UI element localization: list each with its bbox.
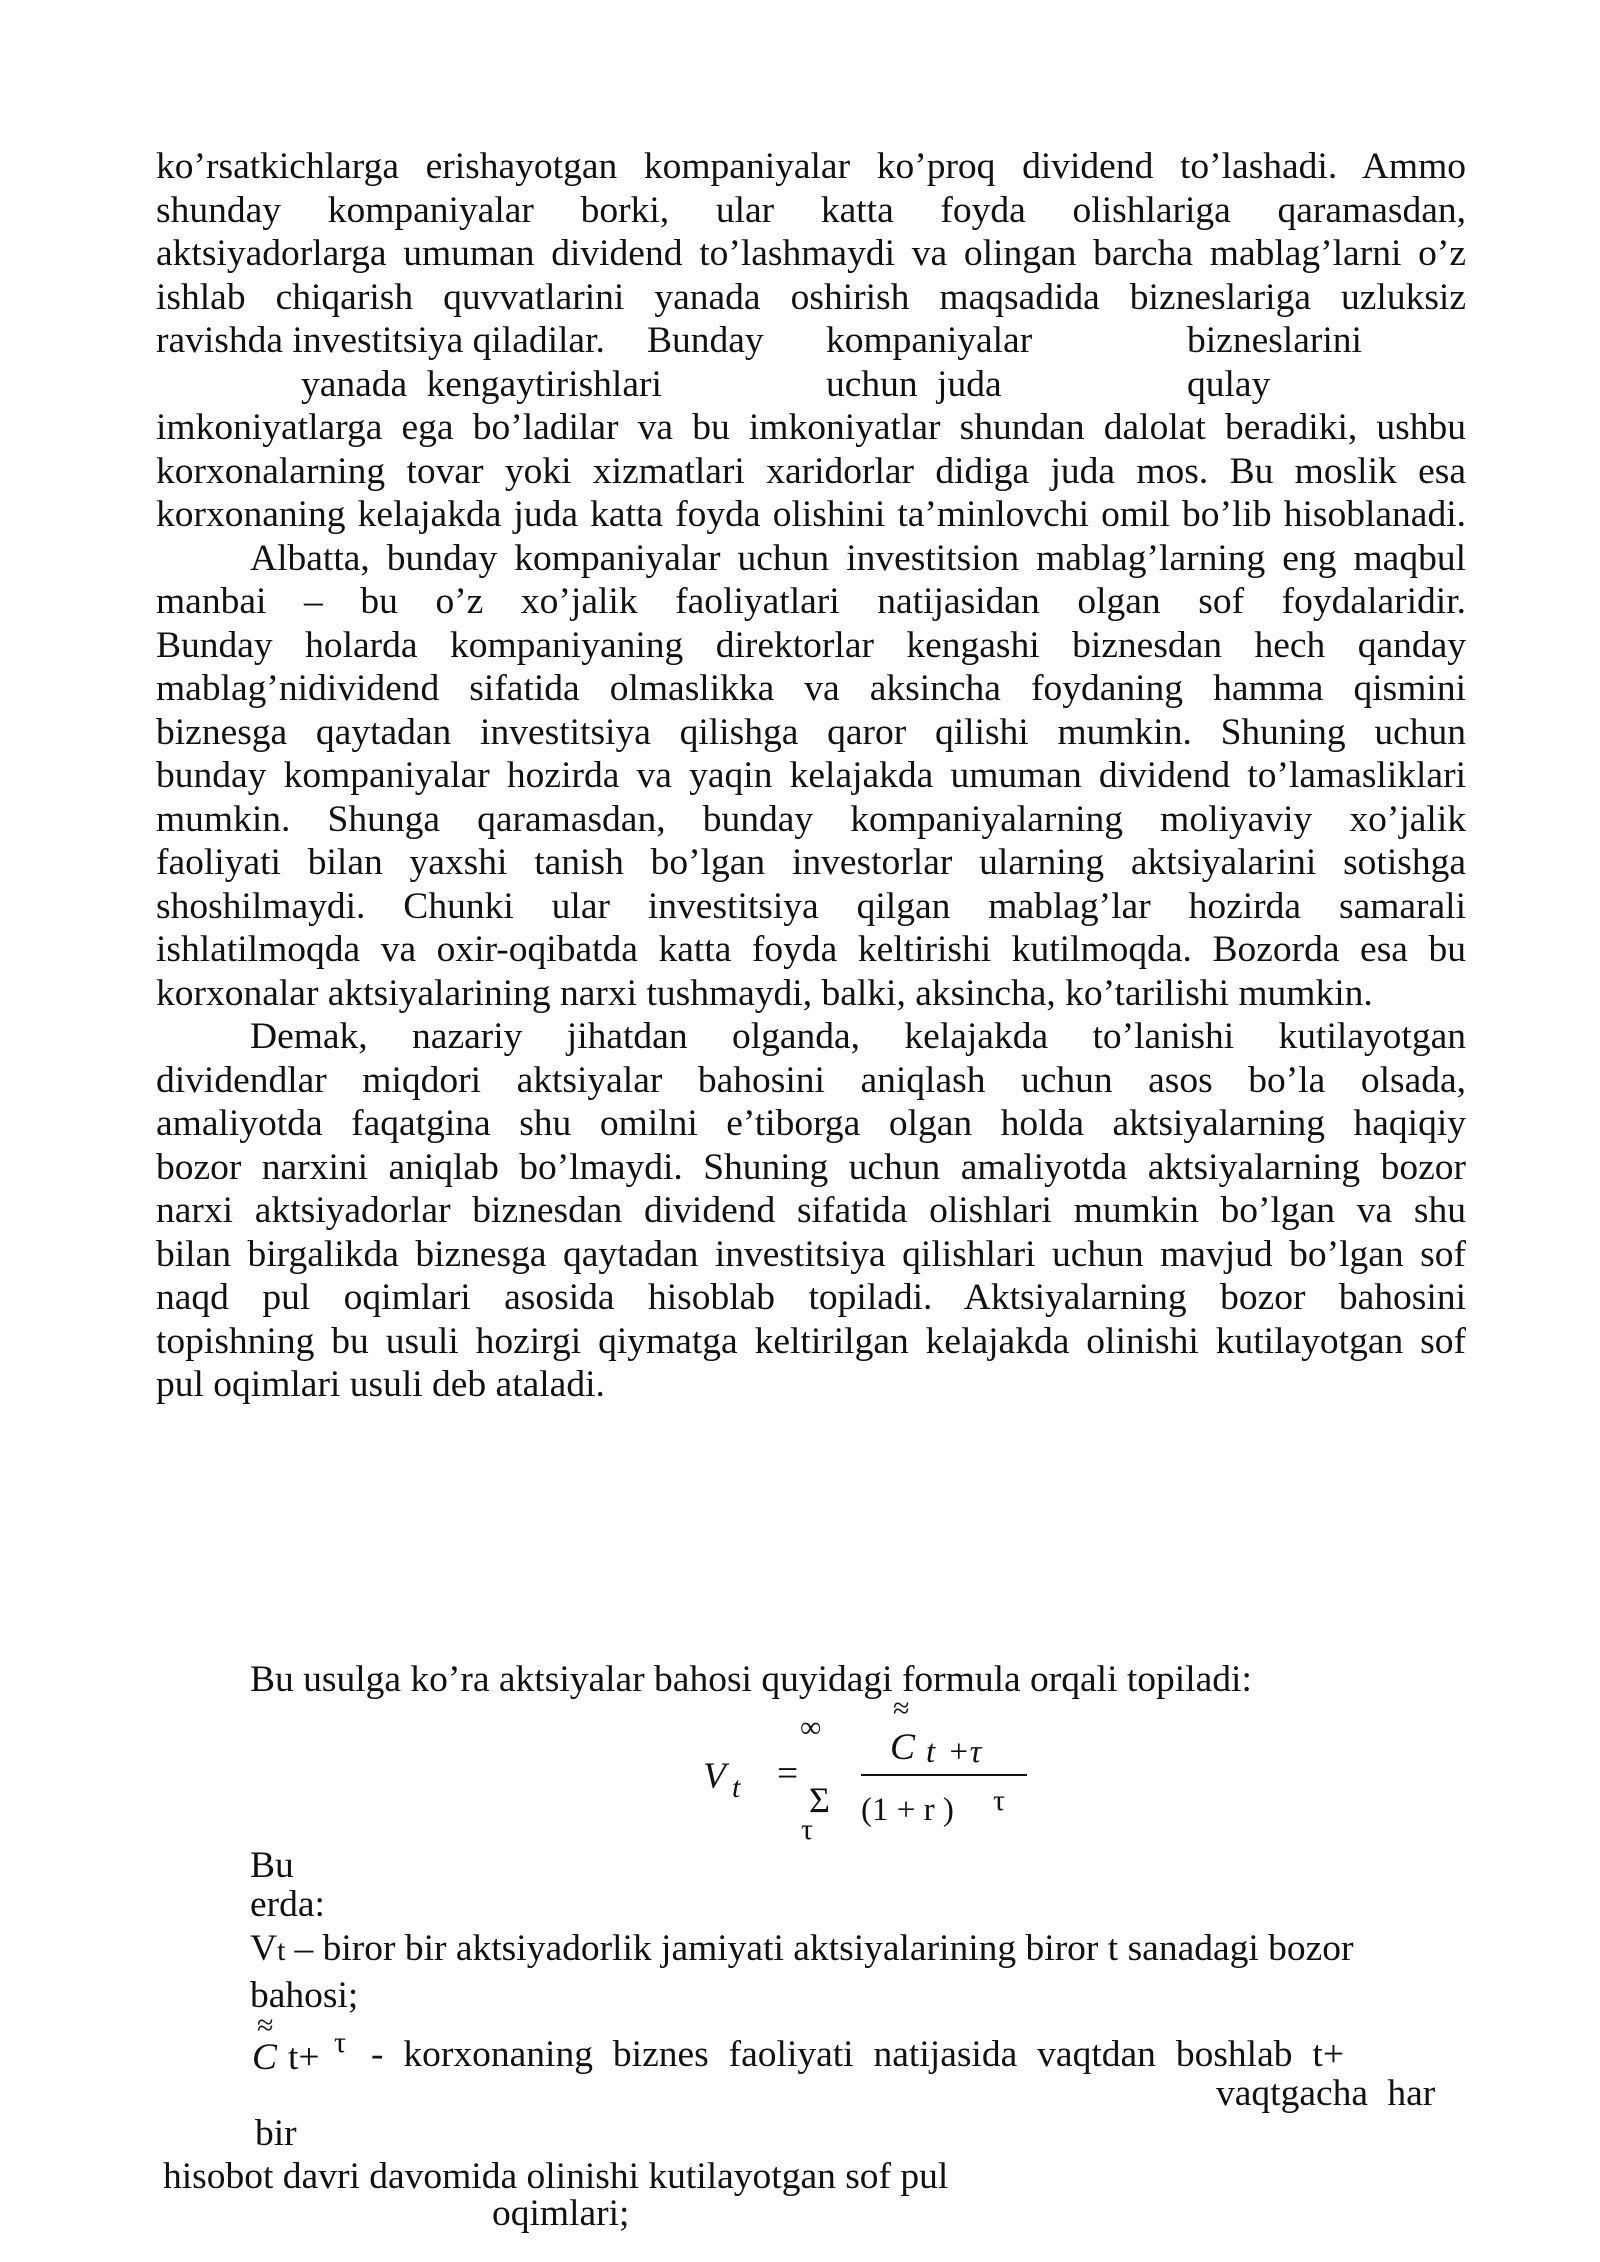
body-line: shoshilmaydi. Chunki ular investitsiya qilgan mablag’lar hozirda samarali xyxy=(156,885,1466,927)
body-line-segment: ravishda investitsiya qiladilar. xyxy=(156,320,605,361)
body-line: narxi aktsiyadorlar biznesdan dividend sifatida olishlari mumkin bo’lgan va shu xyxy=(156,1190,1466,1231)
body-line: mumkin. Shunga qaramasdan, bunday kompaniyalarning moliyaviy xo’jalik xyxy=(156,798,1466,840)
body-line-segment: Bunday xyxy=(647,320,764,361)
definition-c-symbol: C xyxy=(252,2037,278,2078)
body-line-segment: uchun juda xyxy=(826,363,1002,405)
formula-numerator-var: C xyxy=(890,1727,916,1768)
body-line: Demak, nazariy jihatdan olganda, kelajakda to’lanishi kutilayotgan xyxy=(250,1016,1466,1057)
formula-sum-upper: ∞ xyxy=(800,1711,822,1744)
formula-denominator: (1 + r ) xyxy=(861,1792,954,1828)
body-line-segment: qulay xyxy=(1187,363,1271,405)
paragraph-3 xyxy=(156,1015,1466,1407)
body-line: aktsiyadorlarga umuman dividend to’lashmaydi va olingan barcha mablag’larni o’z xyxy=(156,233,1466,274)
body-line: biznesga qaytadan investitsiya qilishga qaror qilishi mumkin. Shuning uchun xyxy=(156,711,1466,753)
body-line: faoliyati bilan yaxshi tanish bo’lgan investorlar ularning aktsiyalarini sotishga xyxy=(156,842,1466,883)
formula-sum-symbol: Σ xyxy=(809,1780,830,1820)
body-line-segment: kompaniyalar xyxy=(826,320,1033,361)
formula-denominator-exponent: τ xyxy=(993,1784,1006,1817)
definition-c-text-1: - korxonaning biznes faoliyati natijasida vaqtdan boshlab t+ xyxy=(371,2034,1344,2075)
formula-lhs-subscript: t xyxy=(732,1771,741,1804)
body-line: ko’rsatkichlarga erishayotgan kompaniyalar ko’proq dividend to’lashadi. Ammo xyxy=(156,146,1466,187)
paragraph-1 xyxy=(156,145,1466,537)
body-line: Albatta, bunday kompaniyalar uchun investitsion mablag’larning eng maqbul xyxy=(250,537,1466,579)
body-line: bilan birgalikda biznesga qaytadan investitsiya qilishlari uchun mavjud bo’lgan sof xyxy=(156,1233,1466,1275)
body-text xyxy=(156,145,1466,1407)
formula-lhs-var: V xyxy=(703,1756,726,1797)
body-line: ishlab chiqarish quvvatlarini yanada oshirish maqsadida bizneslariga uzluksiz xyxy=(156,276,1466,318)
body-line: bunday kompaniyalar hozirda va yaqin kelajakda umuman dividend to’lamasliklari xyxy=(156,755,1466,796)
body-line: ishlatilmoqda va oxir-oqibatda katta foyda keltirishi kutilmoqda. Bozorda esa bu xyxy=(156,929,1466,970)
body-line xyxy=(156,363,1466,407)
formula-intro: Bu usulga ko’ra aktsiyalar bahosi quyidagi formula orqali topiladi: xyxy=(250,1659,1252,1700)
body-line: shunday kompaniyalar borki, ular katta foyda olishlariga qaramasdan, xyxy=(156,189,1466,231)
definition-c-accent: ≈ xyxy=(257,2009,274,2042)
definition-c-subscript: t+ xyxy=(288,2037,320,2078)
formula-numerator-subscript: t +τ xyxy=(926,1734,982,1770)
body-line: manbai – bu o’z xo’jalik faoliyatlari natijasidan olgan sof foydalaridir. xyxy=(156,581,1466,622)
definition-c-text-2: vaqtgacha har xyxy=(1216,2073,1436,2114)
body-line: topishning bu usuli hozirgi qiymatga keltirilgan kelajakda olinishi kutilayotgan sof xyxy=(156,1320,1466,1362)
definition-vt-text: – biror bir aktsiyadorlik jamiyati aktsiyalarining biror t sanadagi bozor xyxy=(294,1928,1354,1969)
body-line: mablag’nidividend sifatida olmaslikka va aksincha foydaning hamma qismini xyxy=(156,668,1466,709)
formula-sum-lower: τ xyxy=(801,1813,814,1846)
definition-c-text-4: hisobot davri davomida olinishi kutilayotgan sof pul xyxy=(163,2156,949,2197)
body-line-segment: yanada kengaytirishlari xyxy=(301,363,662,405)
definition-vt-text-2: bahosi; xyxy=(250,1975,359,2016)
body-line-segment: bizneslarini xyxy=(1187,320,1362,361)
formula-numerator-accent: ≈ xyxy=(893,1692,910,1725)
body-line: korxonalarning tovar yoki xizmatlari xaridorlar didiga juda mos. Bu moslik esa xyxy=(156,450,1466,492)
body-line: pul oqimlari usuli deb ataladi. xyxy=(156,1364,605,1405)
body-line: korxonaning kelajakda juda katta foyda olishini ta’minlovchi omil bo’lib hisoblanadi. xyxy=(156,494,1466,535)
formula-equals: = xyxy=(777,1753,799,1794)
body-line: bozor narxini aniqlab bo’lmaydi. Shuning uchun amaliyotda aktsiyalarning bozor xyxy=(156,1146,1466,1188)
body-line: korxonalar aktsiyalarining narxi tushmaydi, balki, aksincha, ko’tarilishi mumkin. xyxy=(156,972,1373,1014)
paragraph-2 xyxy=(156,537,1466,1016)
body-line xyxy=(156,319,1466,363)
where-label-1: Bu xyxy=(250,1845,294,1886)
body-line: amaliyotda faqatgina shu omilni e’tiborga olgan holda aktsiyalarning haqiqiy xyxy=(156,1103,1466,1144)
body-line: imkoniyatlarga ega bo’ladilar va bu imkoniyatlar shundan dalolat beradiki, ushbu xyxy=(156,407,1466,448)
definition-c-text-3: bir xyxy=(255,2113,297,2154)
formula-fraction-bar xyxy=(861,1774,1027,1776)
body-line: Bunday holarda kompaniyaning direktorlar kengashi biznesdan hech qanday xyxy=(156,624,1466,666)
definition-vt-symbol: V xyxy=(250,1928,278,1969)
definition-vt xyxy=(250,1927,1354,1973)
body-line: dividendlar miqdori aktsiyalar bahosini aniqlash uchun asos bo’la olsada, xyxy=(156,1059,1466,1101)
body-line: naqd pul oqimlari asosida hisoblab topiladi. Aktsiyalarning bozor bahosini xyxy=(156,1277,1466,1318)
definition-c-text-5: oqimlari; xyxy=(492,2193,630,2234)
definition-vt-subscript: t xyxy=(277,1934,286,1967)
definition-c-superscript: τ xyxy=(334,2026,347,2059)
where-label-2: erda: xyxy=(250,1884,325,1925)
